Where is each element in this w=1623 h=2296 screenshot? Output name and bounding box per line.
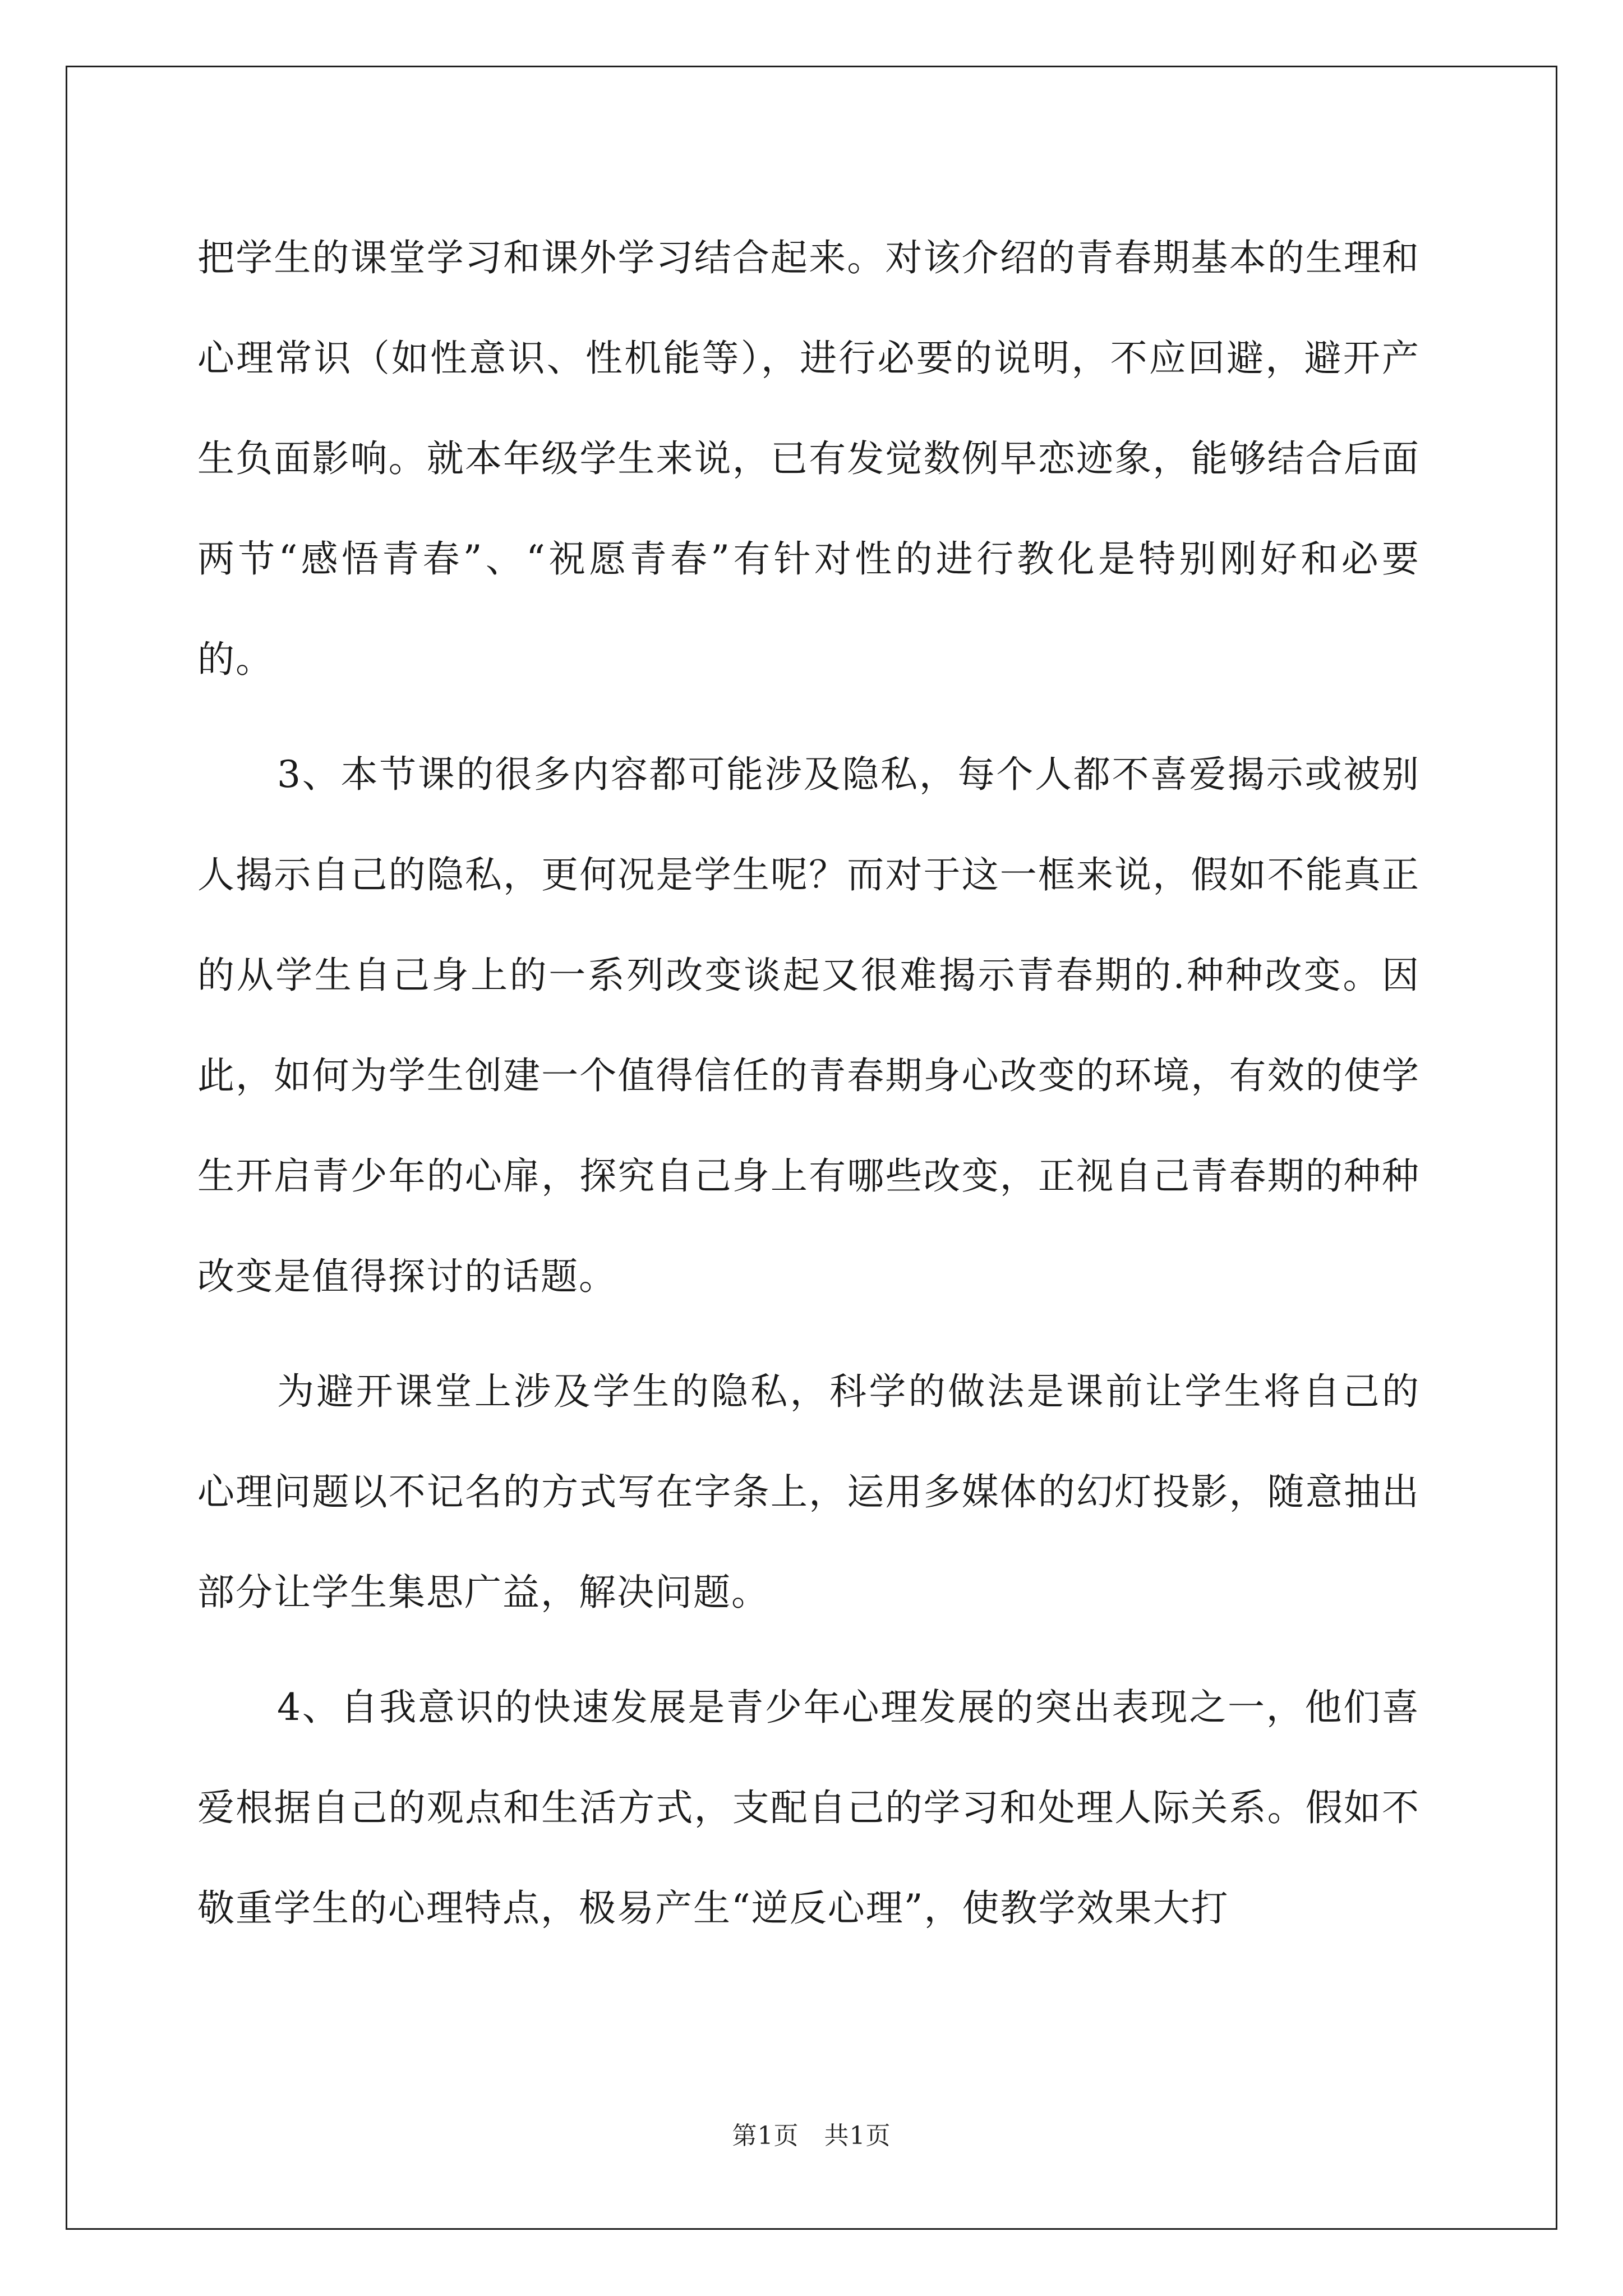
page-number-footer: 第1页 共1页 bbox=[732, 2122, 891, 2150]
document-body bbox=[197, 208, 1420, 1973]
paragraph-3: 为避开课堂上涉及学生的隐私，科学的做法是课前让学生将自己的心理问题以不记名的方式写在字条上，运用多媒体的幻灯投影，随意抽出部分让学生集思广益，解决问题。 bbox=[197, 1370, 1420, 1614]
paragraph-1: 把学生的课堂学习和课外学习结合起来。对该介绍的青春期基本的生理和心理常识（如性意识、性机能等），进行必要的说明，不应回避，避开产生负面影响。就本年级学生来说，已有发觉数例早恋迹象，能够结合后面两节“感悟青春”、“祝愿青春”有针对性的进行教化是特别刚好和必要的。 bbox=[197, 236, 1420, 681]
paragraph-2: 3、本节课的很多内容都可能涉及隐私，每个人都不喜爱揭示或被别人揭示自己的隐私，更何况是学生呢？而对于这一框来说，假如不能真正的从学生自己身上的一系列改变谈起又很难揭示青春期的.种种改变。因此，如何为学生创建一个值得信任的青春期身心改变的环境，有效的使学生开启青少年的心扉，探究自己身上有哪些改变，正视自己青春期的种种改变是值得探讨的话题。 bbox=[197, 753, 1420, 1298]
paragraph-4: 4、自我意识的快速发展是青少年心理发展的突出表现之一，他们喜爱根据自己的观点和生活方式，支配自己的学习和处理人际关系。假如不敬重学生的心理特点，极易产生“逆反心理”，使教学效果大打 bbox=[197, 1686, 1420, 1930]
